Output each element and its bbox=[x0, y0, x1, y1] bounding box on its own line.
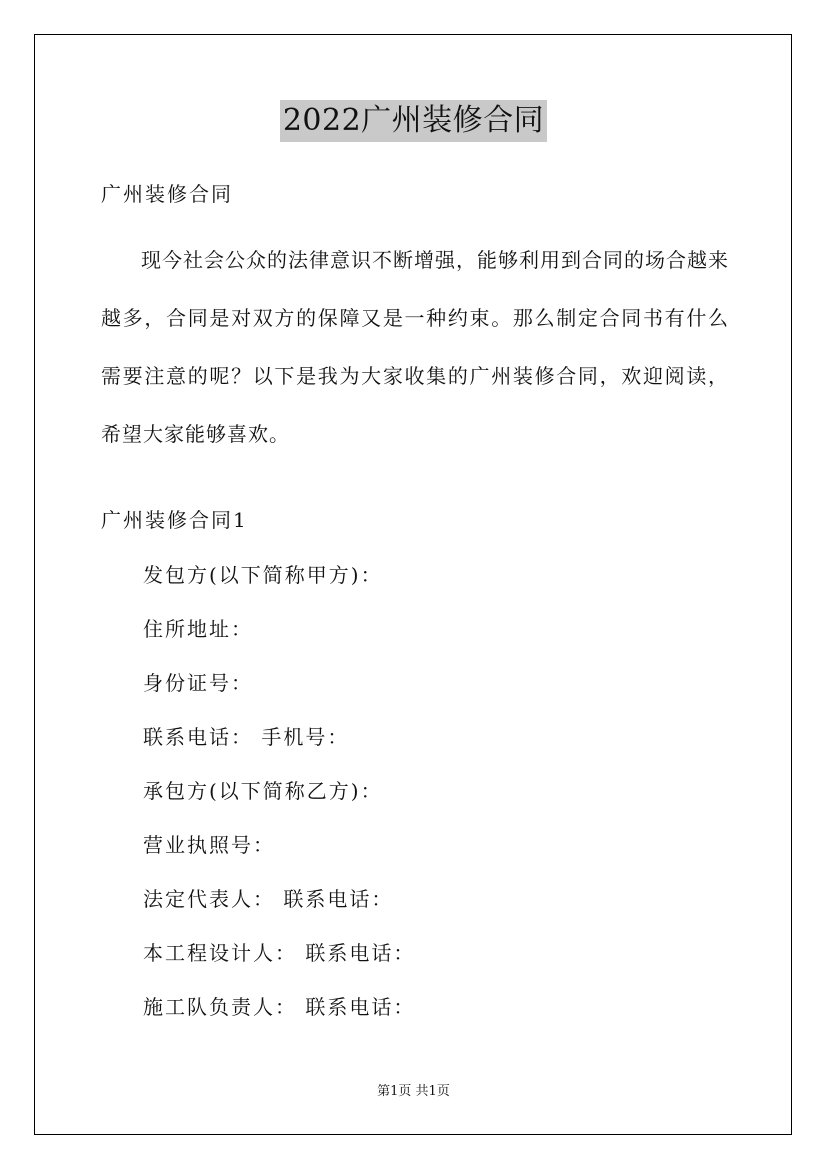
section-heading: 广州装修合同1 bbox=[101, 508, 248, 532]
field-employer: 发包方(以下简称甲方)： bbox=[143, 563, 383, 587]
field-business-license: 营业执照号： bbox=[143, 833, 275, 857]
field-designer: 本工程设计人： 联系电话： bbox=[143, 941, 416, 965]
intro-paragraph: 现今社会公众的法律意识不断增强，能够利用到合同的场合越来越多，合同是对双方的保障又是一种约束。那么制定合同书有什么需要注意的呢？以下是我为大家收集的广州装修合同，欢迎阅读，希望大家能够喜欢。 bbox=[101, 248, 729, 446]
page-footer: 第1页 共1页 bbox=[377, 1084, 450, 1099]
document-subtitle: 广州装修合同 bbox=[101, 182, 233, 206]
field-id-number: 身份证号： bbox=[143, 671, 253, 695]
field-contractor: 承包方(以下简称乙方)： bbox=[143, 779, 383, 803]
title-wrap bbox=[0, 100, 827, 142]
field-team-leader: 施工队负责人： 联系电话： bbox=[143, 995, 416, 1019]
field-legal-representative: 法定代表人： 联系电话： bbox=[143, 887, 394, 911]
field-phone: 联系电话： 手机号： bbox=[143, 725, 350, 749]
document-title: 2022广州装修合同 bbox=[280, 100, 547, 142]
field-address: 住所地址： bbox=[143, 617, 253, 641]
